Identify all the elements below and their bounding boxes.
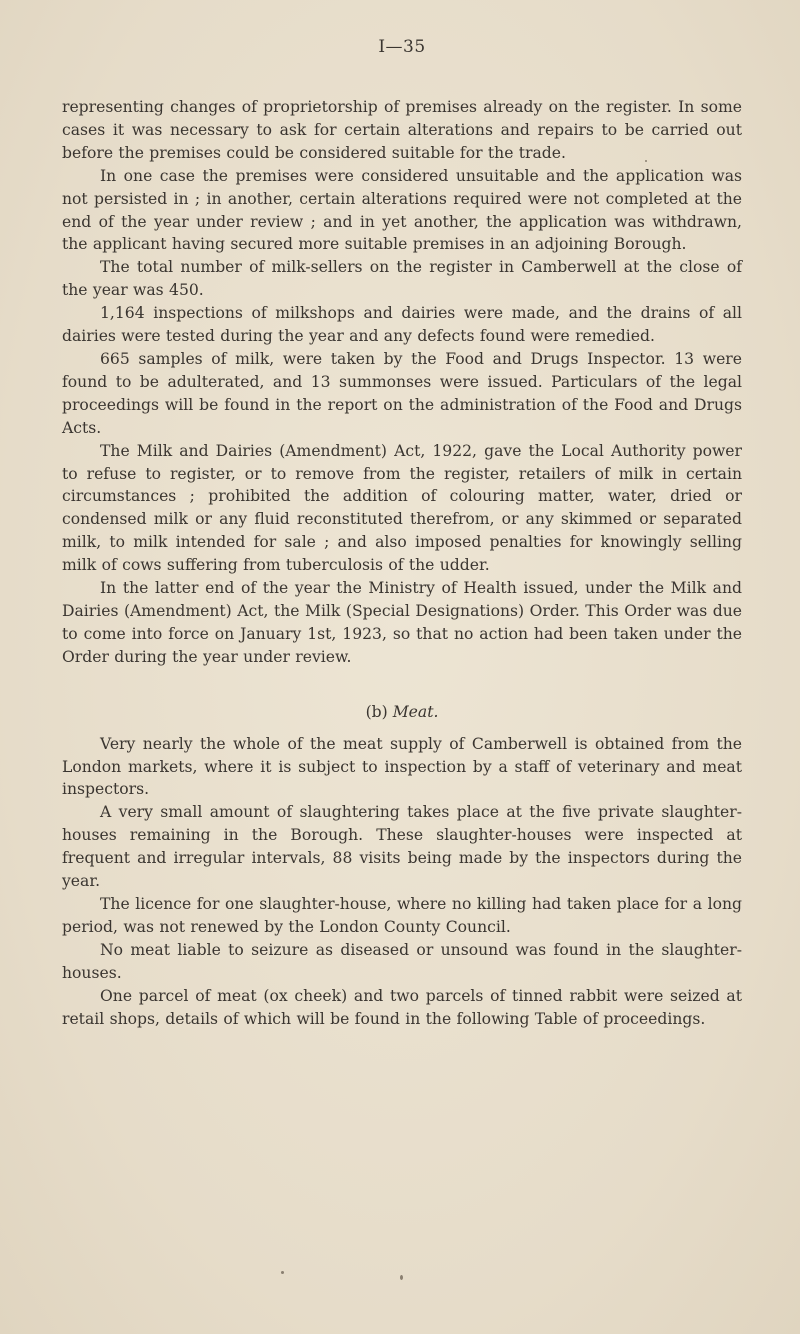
paragraphs-after [62, 733, 742, 1031]
paper-speck [400, 1275, 403, 1280]
section-title: Meat. [392, 702, 439, 721]
paper-speck [281, 1271, 284, 1274]
paragraph: The licence for one slaughter-house, where no killing had taken place for a long period, was not renewed by the London County Council. [62, 895, 742, 936]
section-heading [62, 701, 742, 723]
paragraph: Very nearly the whole of the meat supply of Camberwell is obtained from the London markets, where it is subject to inspection by a staff of veterinary and meat inspectors. [62, 734, 742, 799]
paragraph: In the latter end of the year the Ministry of Health issued, under the Milk and Dairies (Amendment) Act, the Milk (Special Designations) Order. This Order was due to come into force on January 1st, 1923, so that no action had been taken under the Order during the year under review. [62, 579, 742, 666]
paper-speck [645, 160, 647, 162]
paragraph: 665 samples of milk, were taken by the Food and Drugs Inspector. 13 were found to be adulterated, and 13 summonses were issued. Particulars of the legal proceedings will be found in the report on the administration of the Food and Drugs Acts. [62, 349, 742, 437]
paragraph: No meat liable to seizure as diseased or unsound was found in the slaughter-houses. [62, 940, 742, 982]
body-text [62, 96, 742, 1030]
page-number: I—35 [378, 37, 426, 57]
paragraph: In one case the premises were considered unsuitable and the application was not persisted in ; in another, certain alterations required were not completed at the end of the year under review ; and in yet another, the application was withdrawn, the applicant having secured more suitable premises in an adjoining Borough. [62, 166, 742, 254]
paragraph: representing changes of proprietorship of premises already on the register. In some cases it was necessary to ask for certain alterations and repairs to be carried out before the premises could be considered suitable for the trade. [62, 98, 742, 162]
paragraph: The total number of milk-sellers on the register in Camberwell at the close of the year was 450. [62, 258, 742, 300]
section-label: (b) [365, 702, 388, 721]
paragraphs-before [62, 96, 742, 669]
paragraph: A very small amount of slaughtering takes place at the five private slaughter-houses remaining in the Borough. These slaughter-houses were inspected at frequent and irregular intervals, 88 visits being made by the inspectors during the year. [62, 803, 742, 891]
paragraph: The Milk and Dairies (Amendment) Act, 1922, gave the Local Authority power to refuse to register, or to remove from the register, retailers of milk in certain circumstances ; prohibited the addition of colouring matter, water, dried or condensed milk or any fluid reconstituted therefrom, or any skimmed or separated milk, to milk intended for sale ; and also imposed penalties for knowingly selling milk of cows suffering from tuberculosis of the udder. [62, 441, 742, 575]
paragraph: One parcel of meat (ox cheek) and two parcels of tinned rabbit were seized at retail shops, details of which will be found in the following Table of proceedings. [62, 986, 742, 1028]
paragraph: 1,164 inspections of milkshops and dairies were made, and the drains of all dairies were tested during the year and any defects found were remedied. [62, 304, 742, 346]
